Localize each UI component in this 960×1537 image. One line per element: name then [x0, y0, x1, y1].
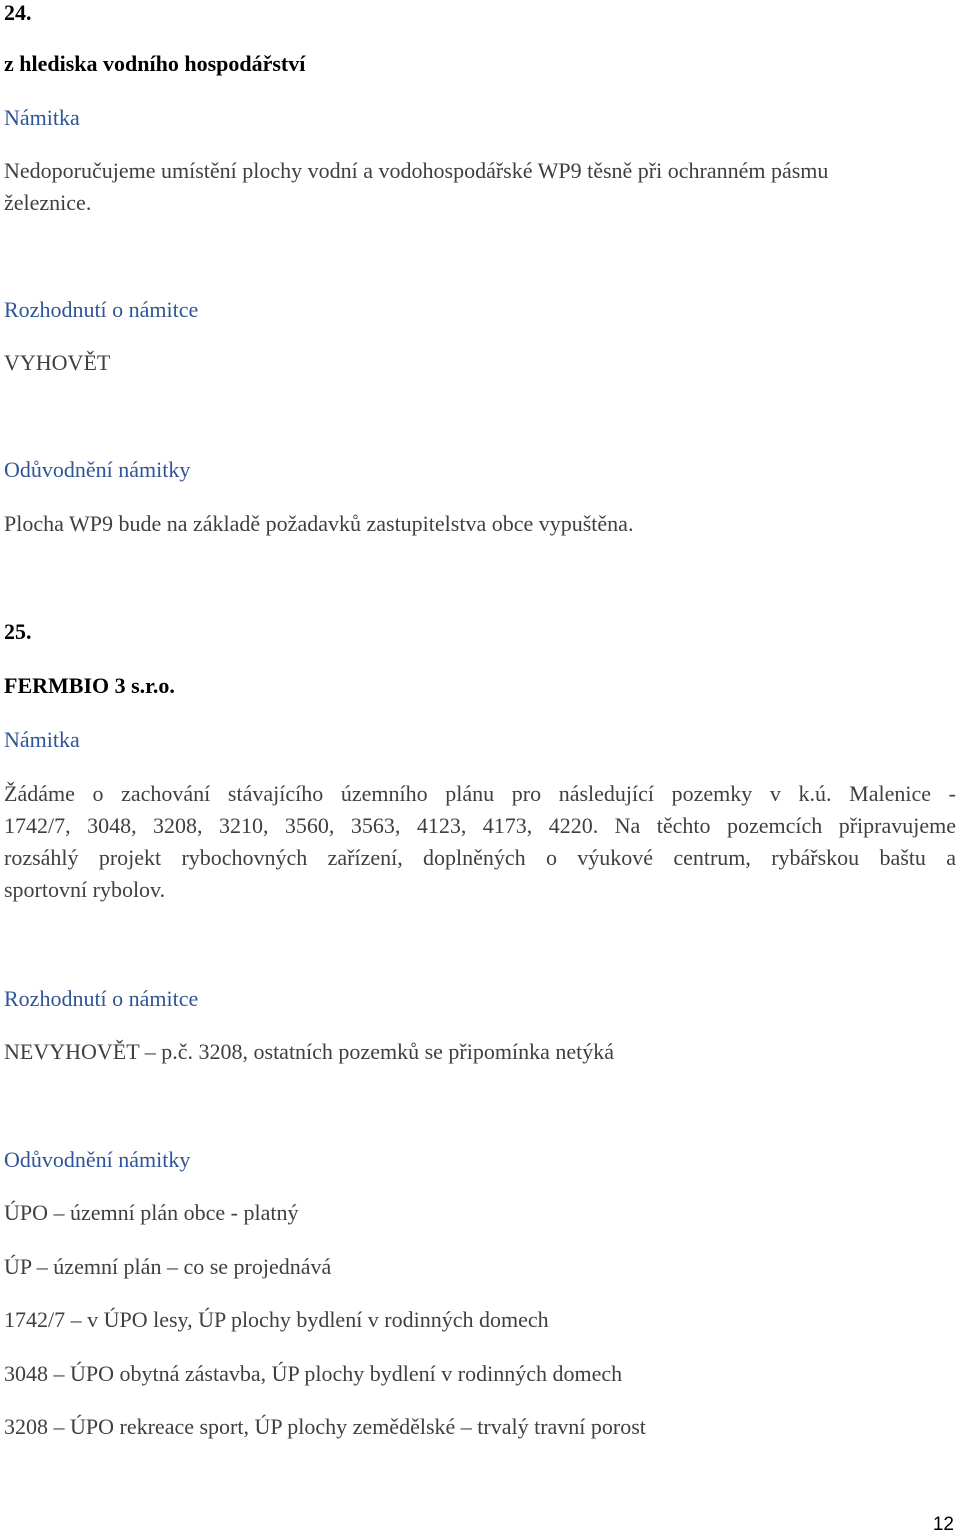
item-25-decision-text: NEVYHOVĚT – p.č. 3208, ostatních pozemků se připomínka netýká — [4, 1039, 614, 1064]
item-24-objection-text-line-1: Nedoporučujeme umístění plochy vodní a vodohospodářské WP9 těsně při ochranném pásmu — [4, 158, 829, 183]
item-24-heading: z hlediska vodního hospodářství — [4, 51, 306, 76]
item-25-objection-line-4: sportovní rybolov. — [4, 877, 166, 902]
item-25-reason-line-2: ÚP – územní plán – co se projednává — [4, 1254, 332, 1279]
page-number: 12 — [932, 1514, 954, 1535]
item-25-reason-line-5: 3208 – ÚPO rekreace sport, ÚP plochy zemědělské – trvalý travní porost — [4, 1414, 646, 1439]
item-24-objection-text-line-2: železnice. — [4, 190, 92, 215]
item-25-objection-label: Námitka — [4, 727, 80, 752]
item-25-reason-line-1: ÚPO – územní plán obce - platný — [4, 1200, 299, 1225]
item-24-number: 24. — [4, 0, 32, 25]
item-25-objection-line-1: Žádáme o zachování stávajícího územního plánu pro následující pozemky v k.ú. Malenice - — [4, 781, 956, 806]
item-25-reason-line-4: 3048 – ÚPO obytná zástavba, ÚP plochy bydlení v rodinných domech — [4, 1361, 623, 1386]
item-25-decision-label: Rozhodnutí o námitce — [4, 986, 199, 1011]
item-24-reason-label: Odůvodnění námitky — [4, 457, 191, 482]
item-24-decision-label: Rozhodnutí o námitce — [4, 297, 199, 322]
item-24-objection-label: Námitka — [4, 105, 80, 130]
item-25-reason-label: Odůvodnění námitky — [4, 1147, 191, 1172]
item-25-heading: FERMBIO 3 s.r.o. — [4, 673, 175, 698]
item-24-reason-text: Plocha WP9 bude na základě požadavků zastupitelstva obce vypuštěna. — [4, 511, 634, 536]
item-25-objection-text — [4, 778, 956, 906]
item-24-decision-text: VYHOVĚT — [4, 350, 111, 375]
item-25-reason-line-3: 1742/7 – v ÚPO lesy, ÚP plochy bydlení v rodinných domech — [4, 1307, 549, 1332]
item-25-objection-line-3: rozsáhlý projekt rybochovných zařízení, doplněných o výukové centrum, rybářskou baštu a — [4, 845, 956, 870]
item-25-number: 25. — [4, 619, 32, 644]
item-25-objection-line-2: 1742/7, 3048, 3208, 3210, 3560, 3563, 4123, 4173, 4220. Na těchto pozemcích připravujeme — [4, 813, 956, 838]
